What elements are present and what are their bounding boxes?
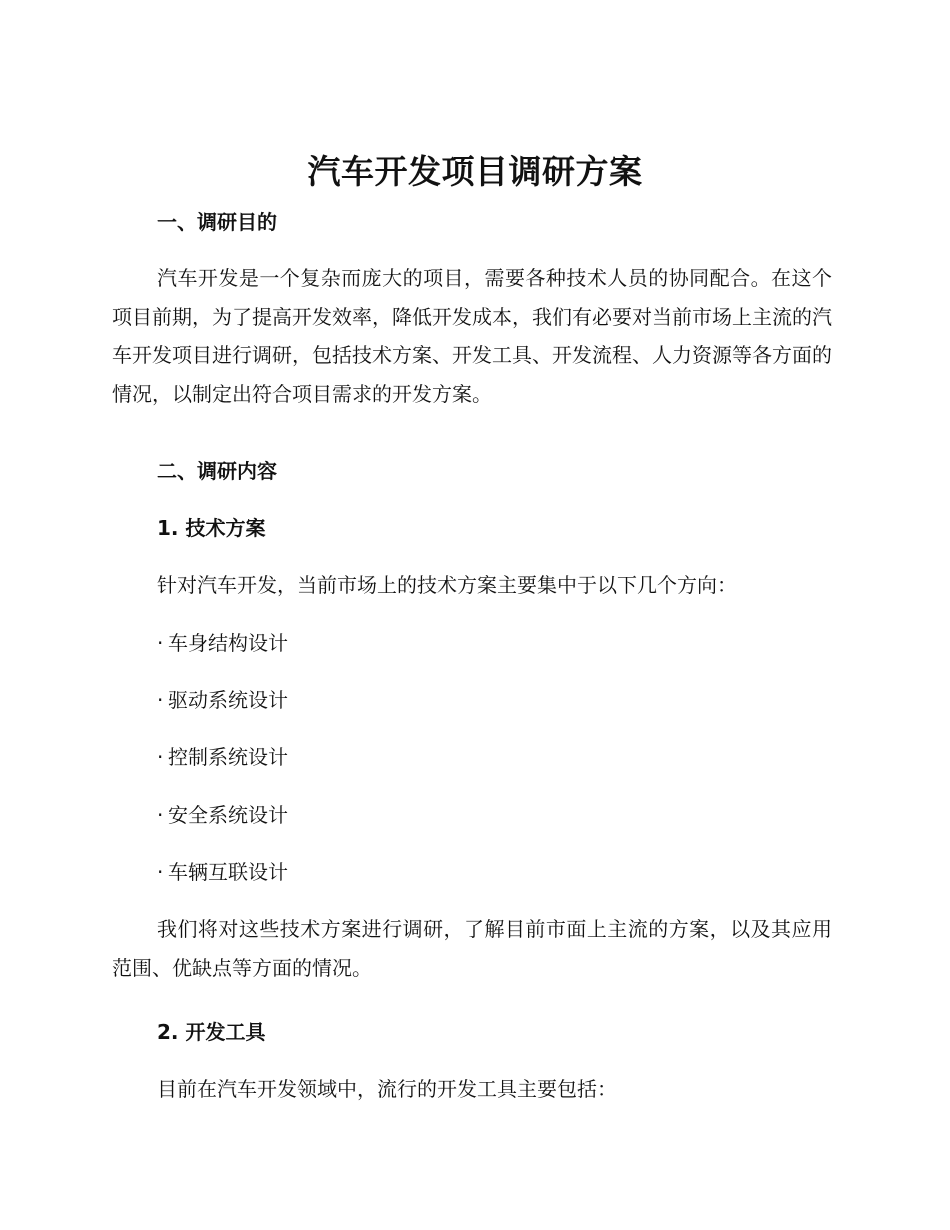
list-item [157, 628, 288, 658]
section-heading-purpose: 一、调研目的 [157, 210, 277, 234]
list-item [157, 857, 288, 887]
list-item [157, 800, 288, 830]
tech-intro-text: 针对汽车开发，当前市场上的技术方案主要集中于以下几个方向： [157, 573, 737, 597]
list-item [157, 685, 288, 715]
list-item-label: 安全系统设计 [168, 803, 288, 827]
bullet-mark: · [157, 745, 164, 769]
list-item-label: 控制系统设计 [168, 745, 288, 769]
list-item-label: 驱动系统设计 [168, 688, 288, 712]
purpose-paragraph: 汽车开发是一个复杂而庞大的项目，需要各种技术人员的协同配合。在这个项目前期，为了提高开发效率，降低开发成本，我们有必要对当前市场上主流的汽车开发项目进行调研，包括技术方案、开发工具、开发流程、人力资源等各方面的情况，以制定出符合项目需求的开发方案。 [112, 266, 832, 406]
list-item-label: 车辆互联设计 [168, 860, 288, 884]
bullet-mark: · [157, 688, 164, 712]
bullet-mark: · [157, 860, 164, 884]
document-title: 汽车开发项目调研方案 [307, 152, 643, 191]
subsection-heading-tech: 1. 技术方案 [157, 516, 266, 540]
bullet-mark: · [157, 631, 164, 655]
list-item [157, 742, 288, 772]
bullet-mark: · [157, 803, 164, 827]
subsection-heading-tools: 2. 开发工具 [157, 1020, 266, 1044]
tools-intro-text: 目前在汽车开发领域中，流行的开发工具主要包括： [157, 1077, 617, 1101]
section-heading-content: 二、调研内容 [157, 459, 277, 483]
list-item-label: 车身结构设计 [168, 631, 288, 655]
tech-closing-paragraph: 我们将对这些技术方案进行调研，了解目前市面上主流的方案，以及其应用范围、优缺点等方面的情况。 [112, 917, 832, 980]
